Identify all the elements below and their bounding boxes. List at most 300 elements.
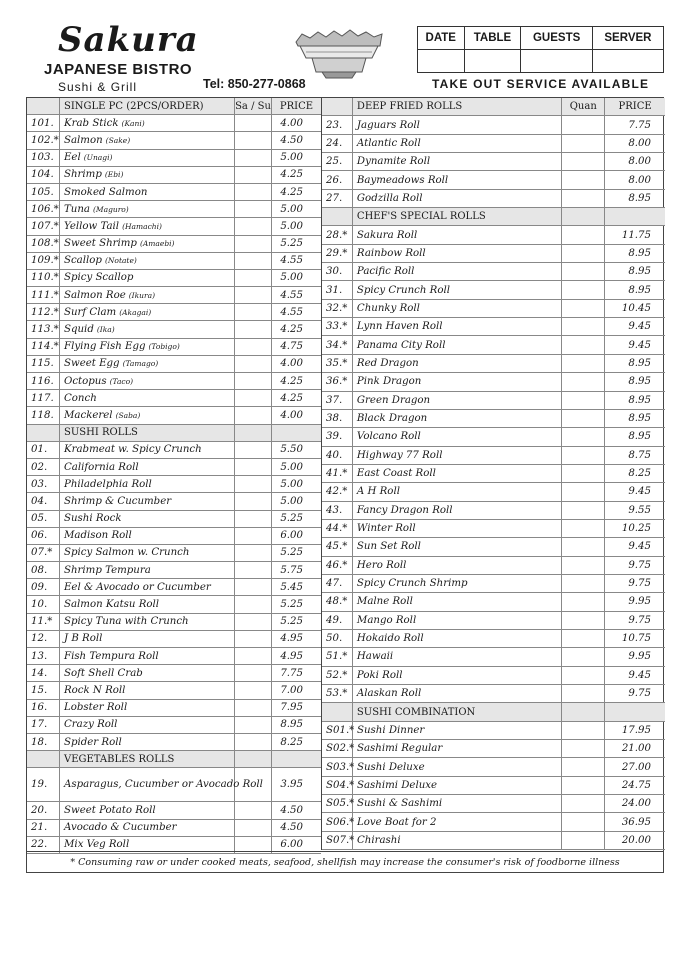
item-name-text: Spicy Crunch Shrimp bbox=[356, 578, 468, 590]
quantity-field[interactable] bbox=[562, 245, 605, 262]
item-name bbox=[60, 459, 235, 475]
item-name bbox=[60, 270, 235, 286]
menu-item-row bbox=[27, 717, 321, 734]
item-price: 5.00 bbox=[280, 220, 303, 232]
quantity-field[interactable] bbox=[235, 493, 272, 509]
item-number: S07.* bbox=[322, 832, 353, 849]
item-name bbox=[353, 722, 562, 739]
item-name-text: Sun Set Roll bbox=[356, 541, 421, 553]
quantity-field[interactable] bbox=[235, 442, 272, 458]
item-price: 27.00 bbox=[621, 761, 651, 773]
item-price: 8.95 bbox=[280, 719, 303, 731]
quantity-field[interactable] bbox=[235, 717, 272, 733]
item-name bbox=[60, 253, 235, 269]
quantity-field[interactable] bbox=[562, 392, 605, 409]
item-japanese-name: (Ikura) bbox=[128, 290, 155, 300]
menu-item-row bbox=[27, 167, 321, 184]
item-japanese-name: (Kani) bbox=[121, 118, 145, 128]
quantity-field[interactable] bbox=[562, 740, 605, 757]
quantity-field[interactable] bbox=[235, 459, 272, 475]
item-price: 11.75 bbox=[621, 229, 652, 241]
item-name bbox=[353, 667, 562, 684]
quantity-field[interactable] bbox=[235, 682, 272, 698]
item-name bbox=[353, 245, 562, 262]
quantity-field[interactable] bbox=[235, 132, 272, 148]
quantity-field[interactable] bbox=[562, 832, 605, 849]
item-name bbox=[60, 476, 235, 492]
item-name bbox=[353, 116, 562, 133]
quantity-field[interactable] bbox=[562, 667, 605, 684]
item-price: 8.95 bbox=[628, 394, 652, 406]
item-price: 5.00 bbox=[280, 272, 303, 284]
quantity-field[interactable] bbox=[562, 538, 605, 555]
quantity-field[interactable] bbox=[235, 579, 272, 595]
item-number: 10. bbox=[27, 596, 60, 612]
table-field[interactable] bbox=[464, 50, 521, 73]
item-price: 7.75 bbox=[628, 119, 652, 131]
item-number: 01. bbox=[27, 442, 60, 458]
item-price: 36.95 bbox=[621, 816, 651, 828]
section-title bbox=[60, 751, 235, 767]
item-number: 15. bbox=[27, 682, 60, 698]
quantity-field[interactable] bbox=[235, 304, 272, 320]
item-name bbox=[353, 226, 562, 243]
item-number: 31. bbox=[322, 281, 353, 298]
menu-item-row bbox=[322, 832, 665, 850]
quantity-field[interactable] bbox=[235, 700, 272, 716]
menu-item-row bbox=[322, 685, 665, 703]
quantity-field[interactable] bbox=[235, 562, 272, 578]
menu-item-row bbox=[27, 614, 321, 631]
quantity-field[interactable] bbox=[562, 336, 605, 353]
item-name-text: Surf Clam bbox=[64, 306, 117, 318]
order-info-table bbox=[417, 26, 664, 73]
menu-item-row bbox=[27, 820, 321, 837]
item-price: 9.55 bbox=[628, 504, 652, 516]
quantity-field[interactable] bbox=[235, 218, 272, 234]
item-name-text: Flying Fish Egg bbox=[64, 341, 146, 353]
quantity-field[interactable] bbox=[235, 115, 272, 131]
item-price: 8.95 bbox=[628, 376, 652, 388]
item-price: 5.00 bbox=[280, 478, 303, 490]
item-number: 110.* bbox=[27, 270, 60, 286]
quantity-field[interactable] bbox=[562, 447, 605, 464]
quantity-field[interactable] bbox=[235, 545, 272, 561]
item-number: 28.* bbox=[322, 226, 353, 243]
item-price: 10.45 bbox=[621, 302, 652, 314]
item-price: 7.95 bbox=[280, 702, 303, 714]
item-name-text: Sushi Dinner bbox=[357, 724, 425, 736]
quantity-field[interactable] bbox=[562, 410, 605, 427]
quantity-field[interactable] bbox=[235, 407, 272, 423]
item-name bbox=[60, 287, 235, 303]
item-number: 108.* bbox=[27, 236, 60, 252]
item-name-text: Alaskan Roll bbox=[356, 688, 422, 700]
quantity-field[interactable] bbox=[235, 768, 272, 801]
item-number bbox=[27, 751, 60, 767]
quantity-field[interactable] bbox=[562, 281, 605, 298]
item-price: 24.00 bbox=[621, 798, 651, 810]
quantity-field[interactable] bbox=[562, 795, 605, 812]
quantity-field[interactable] bbox=[235, 339, 272, 355]
item-name-text: Atlantic Roll bbox=[356, 137, 421, 149]
item-price: 6.00 bbox=[280, 530, 303, 542]
quantity-field[interactable] bbox=[235, 287, 272, 303]
menu-item-row bbox=[27, 287, 321, 304]
quantity-header bbox=[562, 208, 605, 225]
quantity-field[interactable] bbox=[562, 300, 605, 317]
item-number: 117. bbox=[27, 390, 60, 406]
quantity-field[interactable] bbox=[562, 226, 605, 243]
item-price: 17.95 bbox=[621, 724, 651, 736]
date-field[interactable] bbox=[418, 50, 465, 73]
quantity-field[interactable] bbox=[235, 802, 272, 818]
item-price: 5.75 bbox=[280, 564, 303, 576]
quantity-field[interactable] bbox=[235, 270, 272, 286]
quantity-field[interactable] bbox=[235, 390, 272, 406]
quantity-field[interactable] bbox=[562, 465, 605, 482]
item-name bbox=[60, 184, 235, 200]
quantity-field[interactable] bbox=[562, 355, 605, 372]
item-name-text: Salmon Katsu Roll bbox=[64, 599, 160, 611]
item-number: S05.* bbox=[322, 795, 353, 812]
item-name-text: Sashimi Regular bbox=[357, 743, 443, 755]
item-name-text: Shrimp & Cucumber bbox=[64, 495, 172, 507]
quantity-field[interactable] bbox=[562, 135, 605, 152]
item-name bbox=[353, 300, 562, 317]
quantity-field[interactable] bbox=[235, 167, 272, 183]
item-price: 4.25 bbox=[280, 186, 303, 198]
item-japanese-name: (Ebi) bbox=[104, 170, 124, 180]
menu-item-row bbox=[322, 520, 665, 538]
item-japanese-name: (Akagai) bbox=[119, 307, 152, 317]
quantity-field[interactable] bbox=[562, 153, 605, 170]
quantity-field[interactable] bbox=[562, 813, 605, 830]
item-name-text: Conch bbox=[64, 392, 97, 404]
item-name-text: Fancy Dragon Roll bbox=[356, 504, 453, 516]
item-name-text: Dynamite Roll bbox=[356, 156, 431, 168]
item-name bbox=[353, 447, 562, 464]
server-field[interactable] bbox=[592, 50, 663, 73]
menu-item-row bbox=[322, 612, 665, 630]
item-number: 03. bbox=[27, 476, 60, 492]
quantity-field[interactable] bbox=[235, 236, 272, 252]
item-price: 21.00 bbox=[621, 743, 651, 755]
item-number: 107.* bbox=[27, 218, 60, 234]
item-name bbox=[60, 700, 235, 716]
item-price: 9.45 bbox=[628, 486, 652, 498]
quantity-field[interactable] bbox=[562, 373, 605, 390]
menu-item-row bbox=[322, 245, 665, 263]
quantity-field[interactable] bbox=[235, 476, 272, 492]
item-name-text: Sushi & Sashimi bbox=[357, 798, 443, 810]
quantity-field[interactable] bbox=[235, 734, 272, 750]
item-name bbox=[353, 557, 562, 574]
item-name-text: Spicy Crunch Roll bbox=[356, 284, 450, 296]
item-japanese-name: (Notate) bbox=[104, 256, 137, 266]
item-number: 50. bbox=[322, 630, 353, 647]
item-name bbox=[60, 339, 235, 355]
quantity-field[interactable] bbox=[235, 356, 272, 372]
item-name-text: Sakura Roll bbox=[356, 229, 418, 241]
item-name-text: Rock N Roll bbox=[64, 684, 126, 696]
quantity-field[interactable] bbox=[235, 184, 272, 200]
menu-item-row bbox=[322, 392, 665, 410]
item-price: 8.95 bbox=[628, 431, 652, 443]
item-name-text: Mix Veg Roll bbox=[64, 839, 130, 851]
item-number: 37. bbox=[322, 392, 353, 409]
menu-item-row bbox=[27, 648, 321, 665]
quantity-field[interactable] bbox=[562, 483, 605, 500]
item-name bbox=[60, 768, 263, 801]
quantity-field[interactable] bbox=[562, 648, 605, 665]
quantity-field[interactable] bbox=[235, 596, 272, 612]
quantity-field[interactable] bbox=[235, 321, 272, 337]
restaurant-tagline: Sushi & Grill bbox=[58, 80, 138, 94]
section-title bbox=[353, 703, 562, 720]
menu-item-row bbox=[322, 300, 665, 318]
quantity-field[interactable] bbox=[562, 758, 605, 775]
item-name bbox=[353, 630, 562, 647]
item-name bbox=[60, 802, 235, 818]
item-name bbox=[60, 579, 235, 595]
item-name bbox=[60, 734, 235, 750]
server-label: SERVER bbox=[592, 27, 663, 50]
quantity-field[interactable] bbox=[235, 201, 272, 217]
item-price: 4.00 bbox=[280, 409, 303, 421]
table-label: TABLE bbox=[464, 27, 521, 50]
quantity-field[interactable] bbox=[562, 630, 605, 647]
item-price: 9.95 bbox=[628, 596, 652, 608]
menu-item-row bbox=[27, 373, 321, 390]
quantity-field[interactable] bbox=[562, 557, 605, 574]
quantity-field[interactable] bbox=[235, 631, 272, 647]
quantity-field[interactable] bbox=[235, 511, 272, 527]
item-name bbox=[60, 167, 235, 183]
item-price: 9.45 bbox=[628, 669, 652, 681]
item-number: 32.* bbox=[322, 300, 353, 317]
item-number: 111.* bbox=[27, 287, 60, 303]
item-number: 116. bbox=[27, 373, 60, 389]
menu-item-row bbox=[27, 493, 321, 510]
menu-item-row bbox=[27, 236, 321, 253]
item-name-text: Lynn Haven Roll bbox=[356, 321, 443, 333]
section-header-row bbox=[322, 98, 665, 116]
item-name bbox=[60, 596, 235, 612]
quantity-header: Quan bbox=[562, 98, 605, 115]
menu-item-row bbox=[322, 318, 665, 336]
quantity-field[interactable] bbox=[562, 685, 605, 702]
item-number: 39. bbox=[322, 428, 353, 445]
menu-item-row bbox=[27, 304, 321, 321]
quantity-field[interactable] bbox=[235, 528, 272, 544]
item-name bbox=[353, 190, 562, 207]
item-number: 46.* bbox=[322, 557, 353, 574]
item-price: 20.00 bbox=[621, 834, 651, 846]
item-price: 8.25 bbox=[628, 468, 652, 480]
takeout-notice: TAKE OUT SERVICE AVAILABLE bbox=[432, 77, 650, 91]
item-number: 20. bbox=[27, 802, 60, 818]
quantity-field[interactable] bbox=[562, 520, 605, 537]
section-title-text: SUSHI COMBINATION bbox=[356, 706, 476, 718]
item-japanese-name: (Tamago) bbox=[122, 359, 159, 369]
item-japanese-name: (Ika) bbox=[96, 325, 115, 335]
menu-item-row bbox=[27, 407, 321, 424]
menu-item-row bbox=[322, 171, 665, 189]
menu-item-row bbox=[27, 682, 321, 699]
quantity-field[interactable] bbox=[562, 612, 605, 629]
item-name-text: Winter Roll bbox=[356, 523, 416, 535]
menu-item-row bbox=[27, 734, 321, 751]
item-number: 05. bbox=[27, 511, 60, 527]
item-price: 7.75 bbox=[280, 667, 303, 679]
item-name-text: Highway 77 Roll bbox=[356, 449, 443, 461]
item-number: S03.* bbox=[322, 758, 353, 775]
item-number bbox=[27, 98, 60, 114]
item-name-text: Pacific Roll bbox=[356, 266, 415, 278]
quantity-field[interactable] bbox=[235, 665, 272, 681]
quantity-field[interactable] bbox=[562, 777, 605, 794]
item-number: 112.* bbox=[27, 304, 60, 320]
item-price: 4.55 bbox=[280, 306, 303, 318]
item-price: 5.00 bbox=[280, 152, 303, 164]
item-name-text: Chunky Roll bbox=[356, 302, 420, 314]
item-price: 4.95 bbox=[280, 633, 303, 645]
menu-item-row bbox=[27, 476, 321, 493]
item-name-text: Krab Stick bbox=[64, 117, 119, 129]
item-japanese-name: (Sake) bbox=[105, 135, 131, 145]
menu-item-row bbox=[322, 813, 665, 831]
item-name bbox=[60, 304, 235, 320]
item-name-text: Madison Roll bbox=[64, 530, 132, 542]
quantity-field[interactable] bbox=[562, 502, 605, 519]
item-name-text: Lobster Roll bbox=[64, 702, 128, 714]
item-price: 3.95 bbox=[280, 779, 303, 791]
item-name-text: Shrimp bbox=[64, 169, 102, 181]
quantity-field[interactable] bbox=[562, 428, 605, 445]
item-price: 4.00 bbox=[280, 117, 303, 129]
quantity-field[interactable] bbox=[235, 253, 272, 269]
quantity-field[interactable] bbox=[235, 820, 272, 836]
item-number: 12. bbox=[27, 631, 60, 647]
quantity-field[interactable] bbox=[562, 575, 605, 592]
menu-item-row bbox=[322, 575, 665, 593]
item-name-text: Sushi Rock bbox=[64, 513, 122, 525]
item-price: 8.75 bbox=[628, 449, 652, 461]
menu-item-row bbox=[27, 802, 321, 819]
menu-item-row bbox=[27, 253, 321, 270]
item-number: 18. bbox=[27, 734, 60, 750]
item-price: 9.45 bbox=[628, 541, 652, 553]
quantity-field[interactable] bbox=[562, 593, 605, 610]
item-name-text: Krabmeat w. Spicy Crunch bbox=[64, 444, 202, 456]
menu-item-row bbox=[27, 562, 321, 579]
item-number: 17. bbox=[27, 717, 60, 733]
item-number: 104. bbox=[27, 167, 60, 183]
item-number: 04. bbox=[27, 493, 60, 509]
menu-item-row bbox=[322, 758, 665, 776]
quantity-field[interactable] bbox=[562, 318, 605, 335]
item-number bbox=[322, 703, 353, 720]
item-price: 5.50 bbox=[280, 444, 303, 456]
item-number: 09. bbox=[27, 579, 60, 595]
menu-item-row bbox=[322, 465, 665, 483]
item-number: 16. bbox=[27, 700, 60, 716]
quantity-field[interactable] bbox=[562, 116, 605, 133]
item-japanese-name: (Amaebi) bbox=[139, 239, 175, 249]
item-name bbox=[60, 132, 235, 148]
section-header-row bbox=[27, 98, 321, 115]
item-name bbox=[353, 685, 562, 702]
menu-left-column bbox=[27, 98, 321, 854]
item-name-text: Fish Tempura Roll bbox=[64, 650, 159, 662]
item-number: 42.* bbox=[322, 483, 353, 500]
telephone-number: Tel: 850-277-0868 bbox=[203, 77, 306, 91]
item-number: 14. bbox=[27, 665, 60, 681]
item-name bbox=[60, 321, 235, 337]
item-number: 43. bbox=[322, 502, 353, 519]
item-price: 5.25 bbox=[280, 599, 303, 611]
section-title-text: SUSHI ROLLS bbox=[64, 427, 138, 439]
quantity-field[interactable] bbox=[562, 190, 605, 207]
item-name-text: Sweet Shrimp bbox=[64, 238, 137, 250]
item-number: 52.* bbox=[322, 667, 353, 684]
quantity-field[interactable] bbox=[235, 614, 272, 630]
item-name bbox=[353, 575, 562, 592]
item-price: 4.25 bbox=[280, 169, 303, 181]
item-number bbox=[322, 208, 353, 225]
quantity-field[interactable] bbox=[562, 171, 605, 188]
item-number: 21. bbox=[27, 820, 60, 836]
item-name bbox=[353, 520, 562, 537]
item-name bbox=[353, 428, 562, 445]
menu-item-row bbox=[27, 665, 321, 682]
guests-field[interactable] bbox=[521, 50, 592, 73]
item-price: 5.00 bbox=[280, 203, 303, 215]
menu-item-row bbox=[322, 648, 665, 666]
quantity-field[interactable] bbox=[562, 263, 605, 280]
section-title-text: SINGLE PC (2PCS/ORDER) bbox=[64, 100, 204, 112]
item-price: 9.75 bbox=[628, 614, 652, 626]
section-title-text: VEGETABLES ROLLS bbox=[64, 753, 175, 765]
item-number: 23. bbox=[322, 116, 353, 133]
item-japanese-name: (Saba) bbox=[115, 410, 141, 420]
quantity-field[interactable] bbox=[562, 722, 605, 739]
quantity-field[interactable] bbox=[235, 648, 272, 664]
item-japanese-name: (Unagi) bbox=[83, 153, 113, 163]
menu-item-row bbox=[27, 356, 321, 373]
item-number: 118. bbox=[27, 407, 60, 423]
item-name bbox=[60, 648, 235, 664]
item-number: 25. bbox=[322, 153, 353, 170]
item-name-text: Spicy Scallop bbox=[64, 272, 134, 284]
item-number: 19. bbox=[27, 768, 60, 801]
item-name-text: Hokaido Roll bbox=[356, 633, 424, 645]
item-price: 4.50 bbox=[280, 134, 303, 146]
item-number: 30. bbox=[322, 263, 353, 280]
item-name-text: Soft Shell Crab bbox=[64, 667, 143, 679]
item-number: 48.* bbox=[322, 593, 353, 610]
quantity-field[interactable] bbox=[235, 373, 272, 389]
item-price: 8.00 bbox=[628, 156, 652, 168]
quantity-field[interactable] bbox=[235, 150, 272, 166]
menu-item-row bbox=[27, 184, 321, 201]
price-header: PRICE bbox=[618, 101, 652, 113]
item-name bbox=[353, 153, 562, 170]
item-number: 24. bbox=[322, 135, 353, 152]
item-name bbox=[60, 442, 235, 458]
item-name-text: Sushi Deluxe bbox=[357, 761, 425, 773]
